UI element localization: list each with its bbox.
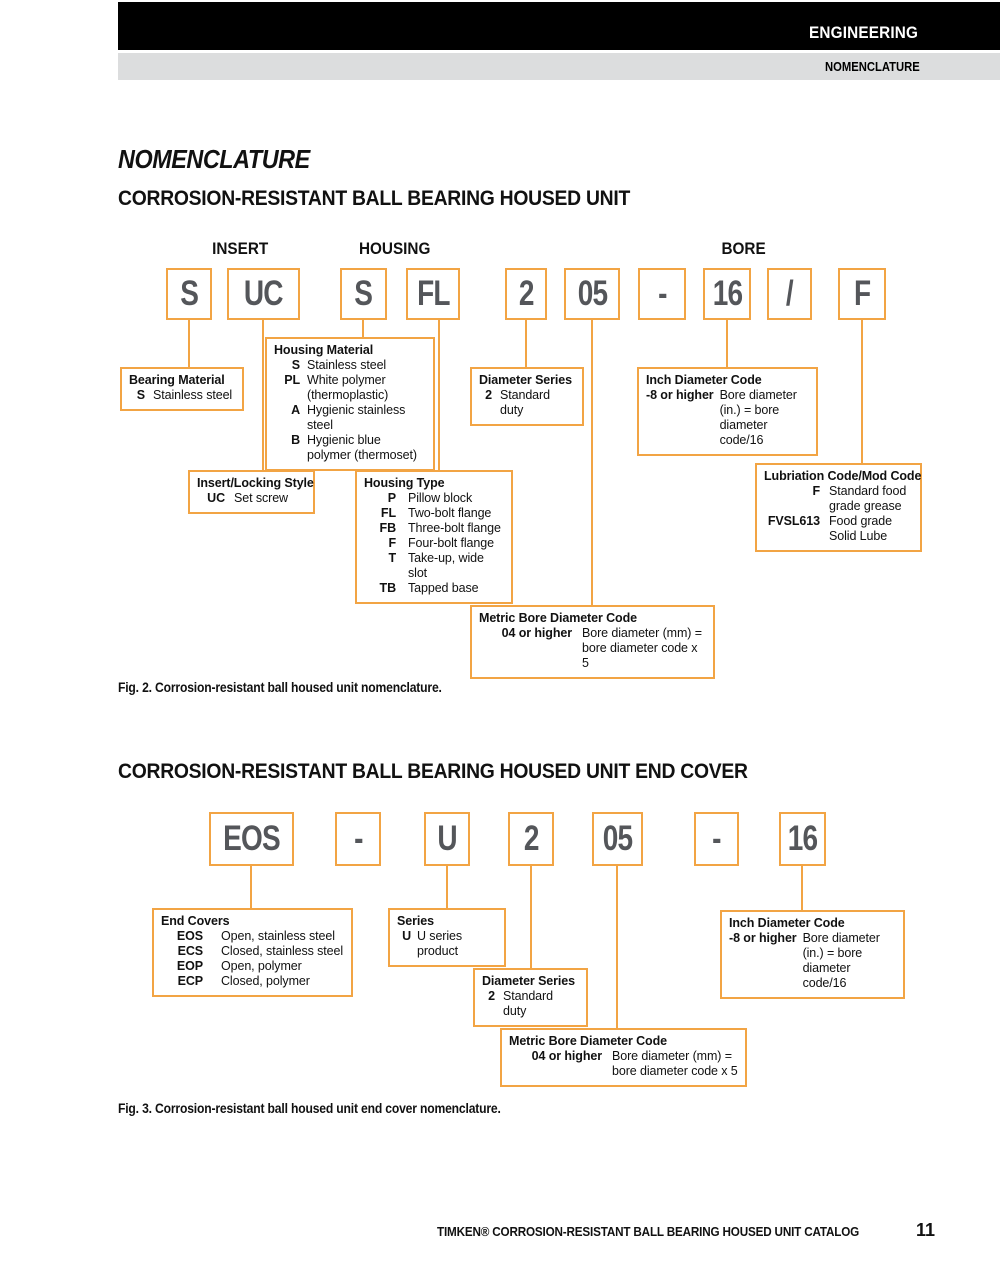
code-box-diameter-series: 2 [508,812,554,866]
callout-row: UC Set screw [207,491,288,505]
fig3-caption: Fig. 3. Corrosion-resistant ball housed unit end cover nomenclature. [118,1101,501,1116]
callout-inch-diameter-code [720,910,905,999]
code-box-inch-diameter: 16 [779,812,826,866]
code-box-series: U [424,812,470,866]
code-box-dash: - [638,268,686,320]
code-box-metric-bore: 05 [564,268,620,320]
code-box-diameter-series: 2 [505,268,547,320]
callout-title: Insert/Locking Style [197,476,314,490]
callout-diameter-series [470,367,584,426]
callout-title: Metric Bore Diameter Code [509,1034,667,1048]
callout-row: EOS Open, stainless steel [176,929,335,943]
callout-row: FVSL613 Food grade Solid Lube [767,514,892,543]
page-footer [437,1220,935,1241]
code-box-slash: / [767,268,812,320]
code-box-dash: - [694,812,739,866]
connector-line [438,320,440,470]
group-label-housing: HOUSING [359,239,431,258]
group-label-insert: INSERT [211,239,269,258]
callout-title: Housing Type [364,476,445,490]
code-box-housing-material: S [340,268,387,320]
callout-title: Lubriation Code/Mod Code [764,469,922,483]
callout-row: FB Three-bolt flange [379,521,501,535]
callout-title: End Covers [161,914,230,928]
callout-insert-locking-style [188,470,315,514]
code-box-housing-type: FL [406,268,460,320]
nomenclature-band [118,53,1000,80]
fig3-section-title: CORROSION-RESISTANT BALL BEARING HOUSED UNIT END COVER [118,759,748,783]
callout-row: U U series product [402,929,463,958]
callout-row: A Hygienic stainless steel [291,403,406,432]
callout-title: Bearing Material [129,373,225,387]
page-number: 11 [915,1220,935,1240]
callout-row: ECP Closed, polymer [177,974,310,988]
callout-row: -8 or higher Bore diameter (in.) = bore diameter code/16 [729,931,880,990]
callout-row: FL Two-bolt flange [380,506,492,520]
callout-title: Diameter Series [482,974,576,988]
connector-line [262,320,264,470]
callout-row: TB Tapped base [379,581,479,595]
callout-lubrication-code [755,463,922,552]
fig2-section-title: CORROSION-RESISTANT BALL BEARING HOUSED UNIT [118,186,631,210]
callout-title: Housing Material [274,343,374,357]
engineering-band-label: ENGINEERING [808,23,918,42]
footer-label: TIMKEN® CORROSION-RESISTANT BALL BEARING HOUSED UNIT CATALOG [437,1224,860,1239]
callout-metric-bore-code [470,605,715,679]
connector-line [616,866,618,1028]
callout-housing-type [355,470,513,604]
callout-row: 2 Standard duty [488,989,553,1018]
connector-line [362,320,364,337]
code-box-inch-diameter: 16 [703,268,751,320]
nomenclature-band-label: NOMENCLATURE [824,59,920,74]
connector-line [446,866,448,908]
connector-line [250,866,252,908]
callout-title: Inch Diameter Code [729,916,845,930]
callout-row: T Take-up, wide slot [388,551,484,580]
callout-row: 04 or higher Bore diameter (mm) = bore diameter code x 5 [501,626,702,670]
connector-line [525,320,527,367]
callout-row: ECS Closed, stainless steel [177,944,344,958]
callout-row: 2 Standard duty [485,388,550,417]
connector-line [726,320,728,367]
code-box-metric-bore: 05 [592,812,643,866]
engineering-band [118,2,1000,50]
callout-row: P Pillow block [387,491,473,505]
callout-row: S Stainless steel [291,358,387,372]
callout-row: EOP Open, polymer [176,959,302,973]
callout-row: -8 or higher Bore diameter (in.) = bore diameter code/16 [646,388,797,447]
callout-inch-diameter-code [637,367,818,456]
callout-housing-material [265,337,435,471]
callout-series [388,908,506,967]
callout-metric-bore-code [500,1028,747,1087]
fig2-caption: Fig. 2. Corrosion-resistant ball housed unit nomenclature. [118,680,442,695]
callout-bearing-material [120,367,244,411]
callout-row: 04 or higher Bore diameter (mm) = bore diameter code x 5 [531,1049,738,1078]
code-box-lubrication: F [838,268,886,320]
callout-title: Inch Diameter Code [646,373,762,387]
group-label-bore: BORE [721,239,767,258]
callout-row: F Standard food grade grease [812,484,907,513]
code-box-dash: - [335,812,381,866]
connector-line [188,320,190,367]
code-box-end-cover: EOS [209,812,294,866]
connector-line [591,320,593,605]
code-box-insert-locking: UC [227,268,300,320]
callout-row: PL White polymer (thermoplastic) [284,373,389,402]
code-box-bearing-material: S [166,268,212,320]
callout-end-covers [152,908,353,997]
callout-diameter-series [473,968,588,1027]
page-title: NOMENCLATURE [118,144,310,174]
callout-row: S Stainless steel [136,388,233,402]
connector-line [861,320,863,463]
callout-title: Series [397,914,434,928]
connector-line [801,866,803,910]
callout-title: Metric Bore Diameter Code [479,611,637,625]
callout-title: Diameter Series [479,373,573,387]
callout-row: F Four-bolt flange [388,536,494,550]
callout-row: B Hygienic blue polymer (thermoset) [291,433,417,462]
connector-line [530,866,532,968]
